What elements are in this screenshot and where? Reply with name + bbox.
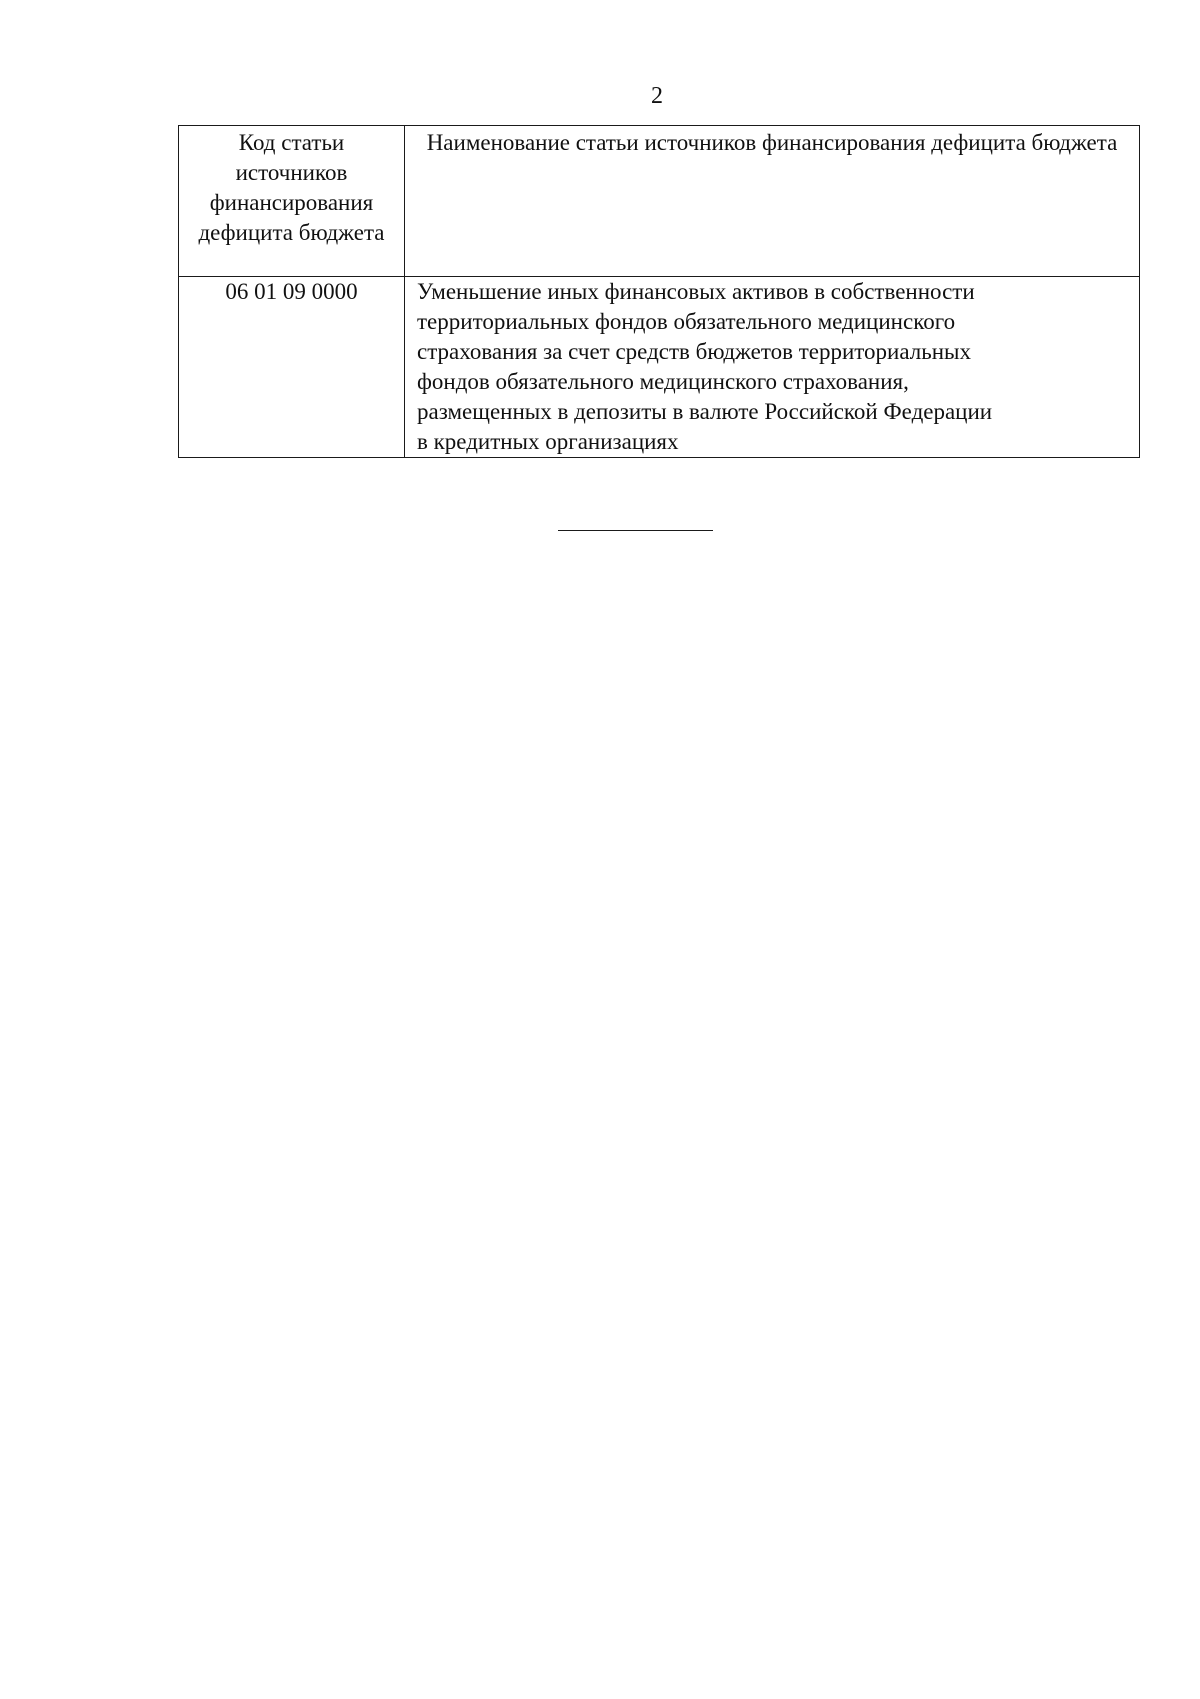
row-name-line: размещенных в депозиты в валюте Российской Федерации bbox=[417, 399, 993, 424]
row-name-line: Уменьшение иных финансовых активов в собственности bbox=[417, 279, 975, 304]
header-cell-code bbox=[179, 126, 405, 277]
header-code-label: Код статьи источников финансирования дефицита бюджета bbox=[198, 130, 385, 245]
page-number: 2 bbox=[651, 83, 663, 109]
budget-deficit-sources-table bbox=[178, 125, 1140, 458]
row-name-line: страхования за счет средств бюджетов территориальных bbox=[417, 339, 971, 364]
row-name-line: территориальных фондов обязательного медицинского bbox=[417, 309, 956, 334]
row-name-value bbox=[405, 277, 1139, 457]
table-row bbox=[179, 277, 1140, 458]
row-name-line: в кредитных организациях bbox=[417, 429, 679, 454]
table-header-row bbox=[179, 126, 1140, 277]
row-cell-code bbox=[179, 277, 405, 458]
row-cell-name bbox=[405, 277, 1140, 458]
row-name-line: фондов обязательного медицинского страхования, bbox=[417, 369, 909, 394]
header-name-label: Наименование статьи источников финансирования дефицита бюджета bbox=[426, 130, 1118, 155]
header-cell-name bbox=[405, 126, 1140, 277]
closing-divider bbox=[558, 530, 713, 531]
row-code-value: 06 01 09 0000 bbox=[225, 279, 358, 304]
